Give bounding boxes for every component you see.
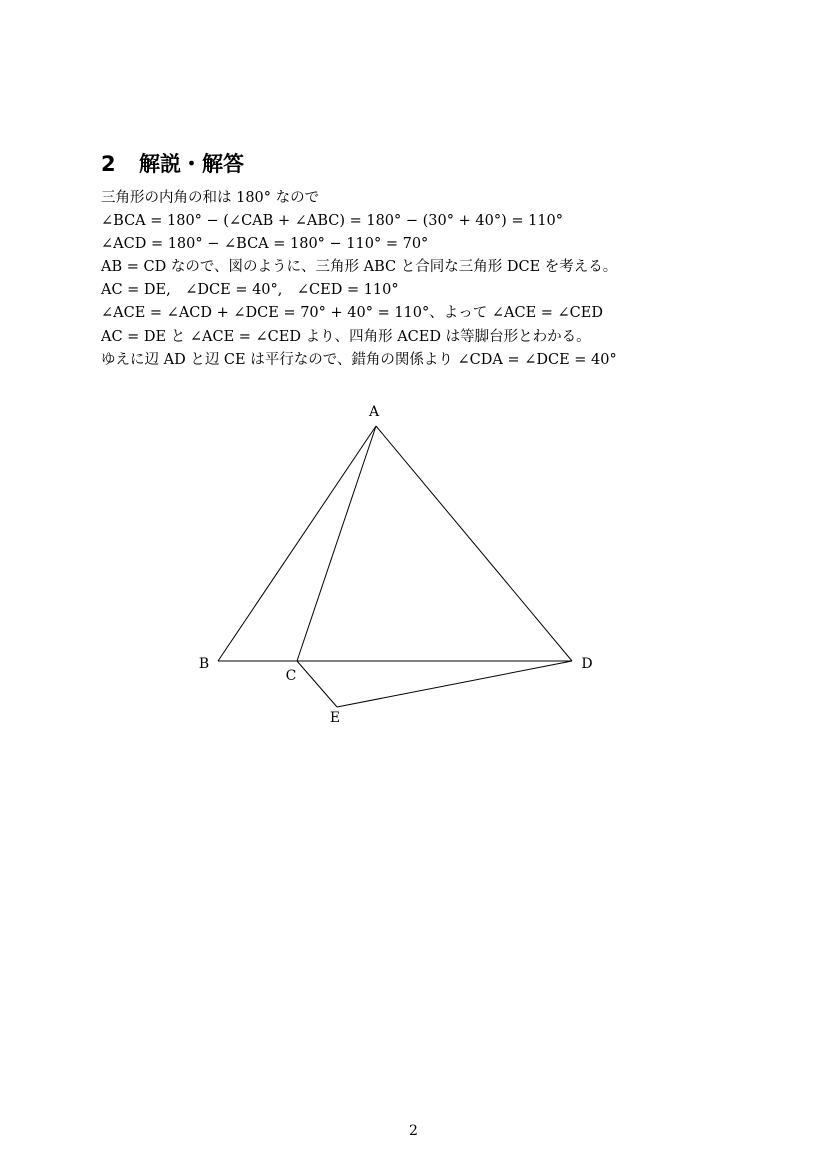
solution-line-5: AC = DE, ∠DCE = 40°, ∠CED = 110° bbox=[101, 282, 399, 299]
section-number: 2 bbox=[101, 152, 116, 176]
label-e: E bbox=[329, 710, 341, 726]
label-b: B bbox=[198, 656, 210, 672]
segment-ed bbox=[337, 661, 572, 707]
solution-line-2: ∠BCA = 180° − (∠CAB + ∠ABC) = 180° − (30° + 40°) = 110° bbox=[101, 213, 564, 230]
solution-line-6: ∠ACE = ∠ACD + ∠DCE = 70° + 40° = 110°、よって ∠ACE = ∠CED bbox=[101, 305, 603, 322]
solution-line-1: 三角形の内角の和は 180° なので bbox=[101, 190, 320, 206]
segment-ac bbox=[297, 426, 376, 661]
segment-ab bbox=[218, 426, 376, 661]
segment-ad bbox=[376, 426, 572, 661]
section-title: 解説・解答 bbox=[139, 152, 244, 176]
label-a: A bbox=[368, 404, 380, 420]
label-d: D bbox=[581, 656, 593, 672]
label-c: C bbox=[285, 668, 297, 684]
solution-line-7: AC = DE と ∠ACE = ∠CED より、四角形 ACED は等脚台形とわかる。 bbox=[101, 328, 591, 345]
solution-line-8: ゆえに辺 AD と辺 CE は平行なので、錯角の関係より ∠CDA = ∠DCE = 40° bbox=[101, 351, 617, 368]
solution-line-4: AB = CD なので、図のように、三角形 ABC と合同な三角形 DCE を考える。 bbox=[101, 259, 618, 276]
solution-line-3: ∠ACD = 180° − ∠BCA = 180° − 110° = 70° bbox=[101, 236, 429, 253]
segment-ce bbox=[297, 661, 337, 707]
page-number: 2 bbox=[409, 1123, 418, 1139]
